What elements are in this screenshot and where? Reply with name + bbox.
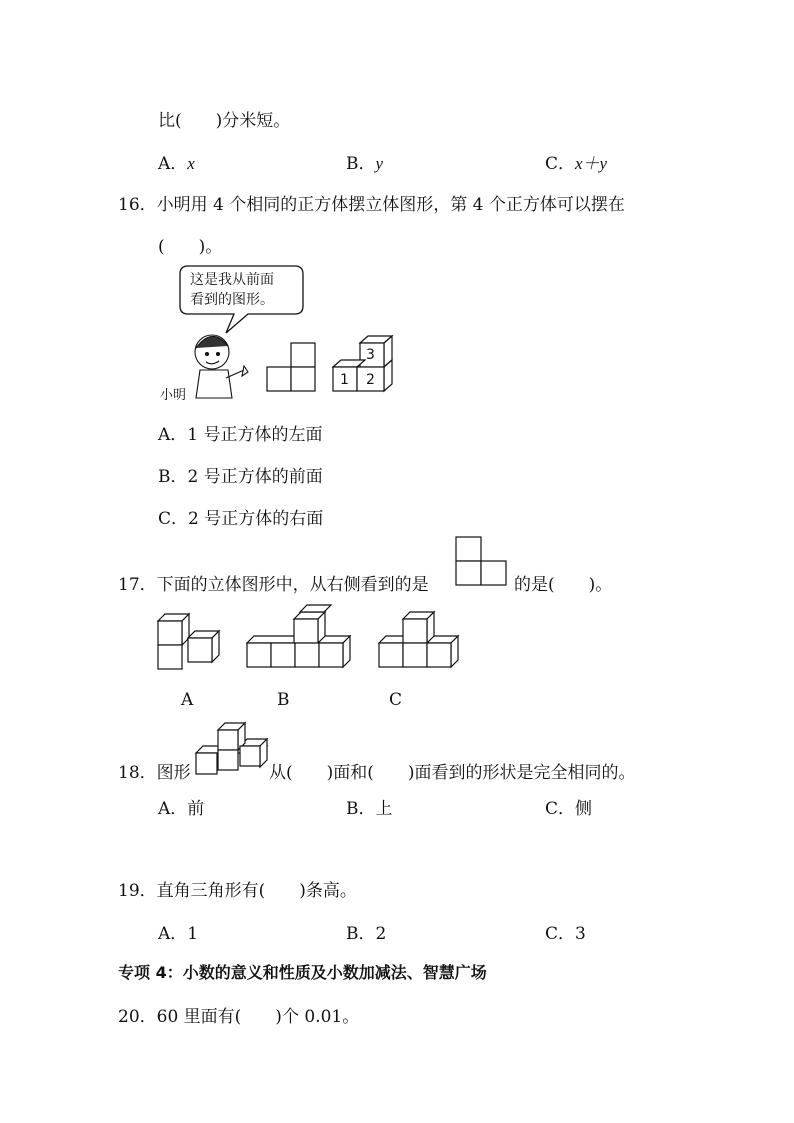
side-view-shape [456,537,506,585]
q16-option-c: C．2 号正方体的右面 [158,509,324,529]
option-value: x [187,154,195,173]
person-label: 小明 [160,388,187,403]
q20-stem [118,1002,359,1027]
option-value: x＋y [575,154,608,173]
q16-blank: ( )。 [158,237,223,257]
question-number: 20． [118,1007,157,1027]
question-number: 18． [118,763,157,783]
question-text: 60 里面有( )个 0.01。 [156,1007,360,1027]
q16-option-a: A．1 号正方体的左面 [158,425,323,445]
question-number: 19． [118,881,157,901]
q18-option-a: A．前 [158,799,205,819]
bubble-line-2: 看到的图形。 [190,292,274,308]
cube-label-2: 2 [366,372,375,388]
figure-label-a: A [181,690,194,710]
q16-option-b: B．2 号正方体的前面 [158,467,323,487]
q19-option-a: A．1 [158,924,199,944]
q18-option-b: B．上 [346,799,393,819]
q19-stem [118,876,357,901]
question-number: 17． [118,575,157,595]
q17-stem-end: 的是( )。 [514,575,613,595]
question-number: 16． [118,195,157,215]
figure-label-b: B [277,690,290,710]
cube-label-3: 3 [366,347,375,363]
q19-option-c: C．3 [545,924,586,944]
q18-stem-end: 从( )面和( )面看到的形状是完全相同的。 [269,763,636,783]
option-letter: B． [346,154,376,174]
question-text: 小明用 4 个相同的正方体摆立体图形，第 4 个正方体可以摆在 [156,195,625,215]
question-text: 直角三角形有( )条高。 [156,881,357,901]
figure-label-c: C [389,690,403,710]
bubble-line-1: 这是我从前面 [190,272,274,288]
q15-continuation: 比( )分米短。 [158,111,291,131]
question-text: 图形 [156,763,191,783]
section-4-title: 专项 4：小数的意义和性质及小数加减法、智慧广场 [118,963,487,982]
figure-b [247,605,350,667]
figure-c [379,612,458,667]
option-letter: C． [545,154,576,174]
option-value: y [375,154,384,173]
q18-option-c: C．侧 [545,799,593,819]
cube-label-1: 1 [340,372,349,388]
option-letter: A． [158,154,188,174]
q18-figure [196,723,267,774]
q19-option-b: B．2 [346,924,387,944]
q18-stem-start [118,758,191,783]
figure-a [158,614,219,669]
question-text: 下面的立体图形中，从右侧看到的是 [156,575,429,595]
